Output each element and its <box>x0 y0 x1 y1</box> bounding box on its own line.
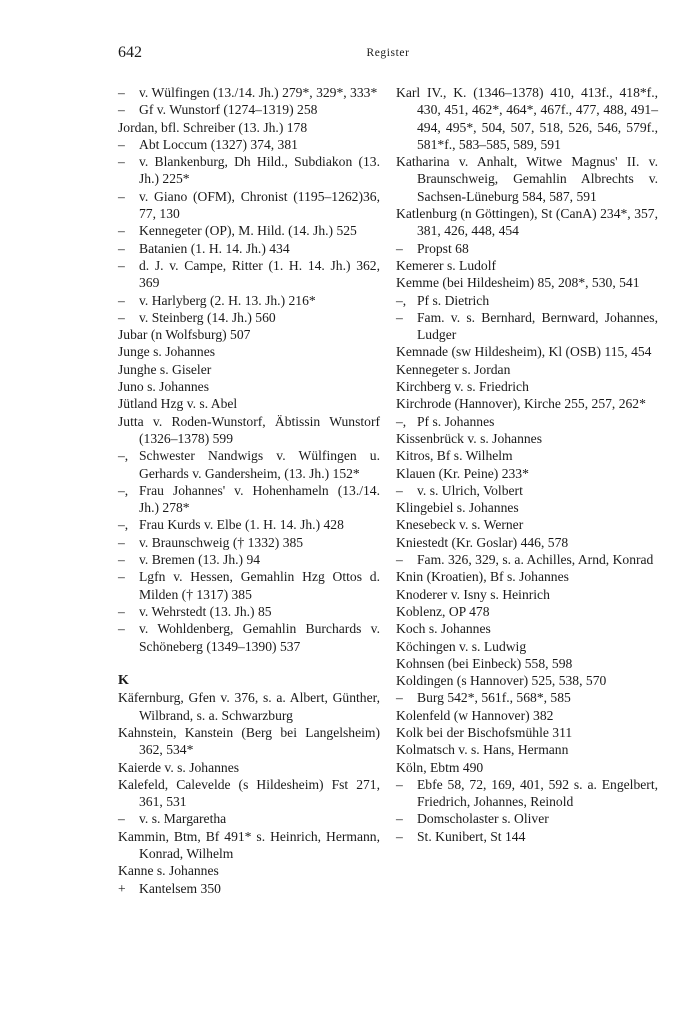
index-subentry <box>396 551 658 568</box>
subentry-marker: – <box>118 811 125 827</box>
subentry-text: Schwester Nandwigs v. Wülfingen u. Gerhards v. Gandersheim, (13. Jh.) 152* <box>139 448 380 481</box>
subentry-marker: – <box>118 136 125 152</box>
subentry-marker: –, <box>396 292 407 308</box>
index-entry: Kirchberg v. s. Friedrich <box>396 379 529 395</box>
index-subentry <box>396 776 658 811</box>
subentry-marker: – <box>396 776 403 792</box>
subentry-text: Abt Loccum (1327) 374, 381 <box>139 136 298 152</box>
index-entry: Koldingen (s Hannover) 525, 538, 570 <box>396 673 607 689</box>
index-entry: Köchingen v. s. Ludwig <box>396 638 527 654</box>
subentry-text: v. Wülfingen (13./14. Jh.) 279*, 329*, 333* <box>139 85 378 100</box>
subentry-marker: –, <box>118 448 129 464</box>
subentry-marker: – <box>396 811 403 827</box>
subentry-marker: – <box>118 603 125 619</box>
subentry-marker: –, <box>118 482 129 498</box>
subentry-text: Kennegeter (OP), M. Hild. (14. Jh.) 525 <box>139 223 357 239</box>
index-entry: Katharina v. Anhalt, Witwe Magnus' II. v. Braunschweig, Gemahlin Albrechts v. Sachsen-Lüneburg 584, 587, 591 <box>396 154 658 204</box>
subentry-marker: – <box>396 482 403 498</box>
subentry-marker: – <box>118 188 125 204</box>
index-entry: Klauen (Kr. Peine) 233* <box>396 465 529 481</box>
index-subentry <box>118 516 380 533</box>
index-entry: Karl IV., K. (1346–1378) 410, 413f., 418*f., 430, 451, 462*, 464*, 467f., 477, 488, 491–494, 495*, 504, 507, 518, 526, 546, 579f., 581*f., 583–585, 589, 591 <box>396 85 658 152</box>
subentry-marker: – <box>396 240 403 256</box>
index-entry: Kolk bei der Bischofsmühle 311 <box>396 724 573 740</box>
subentry-text: Propst 68 <box>417 240 469 256</box>
index-subentry <box>118 620 380 655</box>
subentry-text: Kantelsem 350 <box>139 880 221 896</box>
index-entry: Jutta v. Roden-Wunstorf, Äbtissin Wunstorf (1326–1378) 599 <box>118 413 380 446</box>
index-entry: Kirchrode (Hannover), Kirche 255, 257, 262* <box>396 396 646 412</box>
index-entry: Knesebeck v. s. Werner <box>396 517 524 533</box>
subentry-marker: – <box>396 309 403 325</box>
subentry-marker: – <box>118 102 125 118</box>
subentry-text: v. Blankenburg, Dh Hild., Subdiakon (13. Jh.) 225* <box>139 154 380 187</box>
subentry-marker: – <box>118 309 125 325</box>
subentry-marker: – <box>118 223 125 239</box>
index-entry: Kemnade (sw Hildesheim), Kl (OSB) 115, 454 <box>396 344 652 360</box>
index-subentry <box>396 828 658 845</box>
subentry-text: Ebfe 58, 72, 169, 401, 592 s. a. Engelbert, Friedrich, Johannes, Reinold <box>417 776 658 810</box>
index-entry: Koblenz, OP 478 <box>396 603 490 619</box>
subentry-text: Lgfn v. Hessen, Gemahlin Hzg Ottos d. Milden († 1317) 385 <box>139 569 380 602</box>
index-subentry <box>396 292 658 309</box>
subentry-marker: – <box>396 552 403 568</box>
subentry-text: v. Bremen (13. Jh.) 94 <box>139 552 261 568</box>
subentry-marker: – <box>118 154 125 170</box>
subentry-text: v. s. Margaretha <box>139 811 227 827</box>
subentry-text: Frau Johannes' v. Hohenhameln (13./14. Jh.) 278* <box>139 482 380 516</box>
index-subentry <box>118 240 380 257</box>
index-entry: Juno s. Johannes <box>118 379 210 395</box>
subentry-text: v. Wehrstedt (13. Jh.) 85 <box>139 603 272 619</box>
subentry-text: Domscholaster s. Oliver <box>417 811 549 827</box>
subentry-text: v. Wohldenberg, Gemahlin Burchards v. Schöneberg (1349–1390) 537 <box>139 621 380 654</box>
subentry-text: v. Braunschweig († 1332) 385 <box>139 534 304 550</box>
subentry-text: Batanien (1. H. 14. Jh.) 434 <box>139 240 290 256</box>
index-entry: Jordan, bfl. Schreiber (13. Jh.) 178 <box>118 119 308 135</box>
subentry-text: Pf s. Dietrich <box>417 292 490 308</box>
subentry-marker: – <box>118 257 125 273</box>
index-entry: Kalefeld, Calevelde (s Hildesheim) Fst 271, 361, 531 <box>118 776 380 810</box>
index-subentry <box>118 84 380 101</box>
index-subentry <box>118 188 380 223</box>
index-subentry <box>118 551 380 568</box>
index-subentry <box>118 880 380 897</box>
subentry-marker: – <box>118 621 125 637</box>
subentry-marker: – <box>118 534 125 550</box>
index-entry: Kissenbrück v. s. Johannes <box>396 430 542 446</box>
index-subentry <box>118 101 380 118</box>
blank-line <box>118 655 380 672</box>
subentry-marker: –, <box>396 413 407 429</box>
index-entry: Kohnsen (bei Einbeck) 558, 598 <box>396 655 573 671</box>
subentry-text: v. Steinberg (14. Jh.) 560 <box>139 309 276 325</box>
subentry-text: Frau Kurds v. Elbe (1. H. 14. Jh.) 428 <box>139 517 344 533</box>
subentry-marker: – <box>118 292 125 308</box>
subentry-text: Gf v. Wunstorf (1274–1319) 258 <box>139 102 318 118</box>
index-entry: Kaierde v. s. Johannes <box>118 759 240 775</box>
subentry-text: Fam. v. s. Bernhard, Bernward, Johannes, Ludger <box>417 309 658 343</box>
index-subentry <box>118 222 380 239</box>
index-entry: Junghe s. Giseler <box>118 361 212 377</box>
index-subentry <box>396 309 658 344</box>
subentry-text: Fam. 326, 329, s. a. Achilles, Arnd, Konrad <box>417 552 654 568</box>
subentry-text: v. s. Ulrich, Volbert <box>417 482 523 498</box>
subentry-text: v. Harlyberg (2. H. 13. Jh.) 216* <box>139 292 316 308</box>
index-entry: Kolmatsch v. s. Hans, Hermann <box>396 742 569 758</box>
subentry-marker: – <box>118 552 125 568</box>
subentry-text: Burg 542*, 561f., 568*, 585 <box>417 690 571 706</box>
subentry-marker: – <box>118 85 125 100</box>
index-subentry <box>118 568 380 603</box>
index-entry: Katlenburg (n Göttingen), St (CanA) 234*, 357, 381, 426, 448, 454 <box>396 206 658 239</box>
index-entry: Knoderer v. Isny s. Heinrich <box>396 586 550 602</box>
index-entry: Kolenfeld (w Hannover) 382 <box>396 707 554 723</box>
index-subentry <box>118 136 380 153</box>
subentry-marker: + <box>118 880 126 896</box>
index-entry: Jütland Hzg v. s. Abel <box>118 396 238 412</box>
index-subentry <box>396 810 658 827</box>
index-entry: Kennegeter s. Jordan <box>396 361 511 377</box>
index-subentry <box>118 309 380 326</box>
index-entry: Kahnstein, Kanstein (Berg bei Langelsheim) 362, 534* <box>118 724 380 758</box>
index-entry: Kniestedt (Kr. Goslar) 446, 578 <box>396 534 569 550</box>
subentry-text: d. J. v. Campe, Ritter (1. H. 14. Jh.) 362, 369 <box>139 257 380 291</box>
left-column <box>118 84 380 897</box>
right-column <box>396 84 658 845</box>
page-header <box>118 44 658 68</box>
index-subentry <box>118 292 380 309</box>
index-subentry <box>396 482 658 499</box>
subentry-marker: – <box>396 690 403 706</box>
index-subentry <box>118 447 380 482</box>
index-subentry <box>118 257 380 292</box>
subentry-marker: –, <box>118 517 129 533</box>
running-title: Register <box>366 47 410 59</box>
section-letter-heading: K <box>118 673 129 689</box>
index-subentry <box>396 240 658 257</box>
index-subentry <box>396 413 658 430</box>
index-entry: Kanne s. Johannes <box>118 863 219 879</box>
index-entry: Klingebiel s. Johannes <box>396 500 519 516</box>
index-subentry <box>118 482 380 517</box>
index-entry: Koch s. Johannes <box>396 621 491 637</box>
index-entry: Kemerer s. Ludolf <box>396 257 497 273</box>
index-entry: Jubar (n Wolfsburg) 507 <box>118 327 251 343</box>
index-entry: Kammin, Btm, Bf 491* s. Heinrich, Hermann, Konrad, Wilhelm <box>118 828 380 862</box>
index-subentry <box>118 534 380 551</box>
index-entry: Junge s. Johannes <box>118 344 216 360</box>
index-entry: Knin (Kroatien), Bf s. Johannes <box>396 569 569 585</box>
index-entry: Köln, Ebtm 490 <box>396 759 484 775</box>
index-entry: Kitros, Bf s. Wilhelm <box>396 448 513 464</box>
index-entry: Käfernburg, Gfen v. 376, s. a. Albert, Günther, Wilbrand, s. a. Schwarzburg <box>118 690 380 723</box>
subentry-text: v. Giano (OFM), Chronist (1195–1262)36, 77, 130 <box>139 188 380 222</box>
subentry-text: St. Kunibert, St 144 <box>417 828 526 844</box>
subentry-marker: – <box>396 828 403 844</box>
index-entry: Kemme (bei Hildesheim) 85, 208*, 530, 541 <box>396 275 640 291</box>
subentry-marker: – <box>118 240 125 256</box>
index-subentry <box>118 603 380 620</box>
index-subentry <box>396 689 658 706</box>
index-subentry <box>118 810 380 827</box>
subentry-marker: – <box>118 569 125 585</box>
subentry-text: Pf s. Johannes <box>417 413 495 429</box>
page-number: 642 <box>118 44 142 61</box>
index-subentry <box>118 153 380 188</box>
